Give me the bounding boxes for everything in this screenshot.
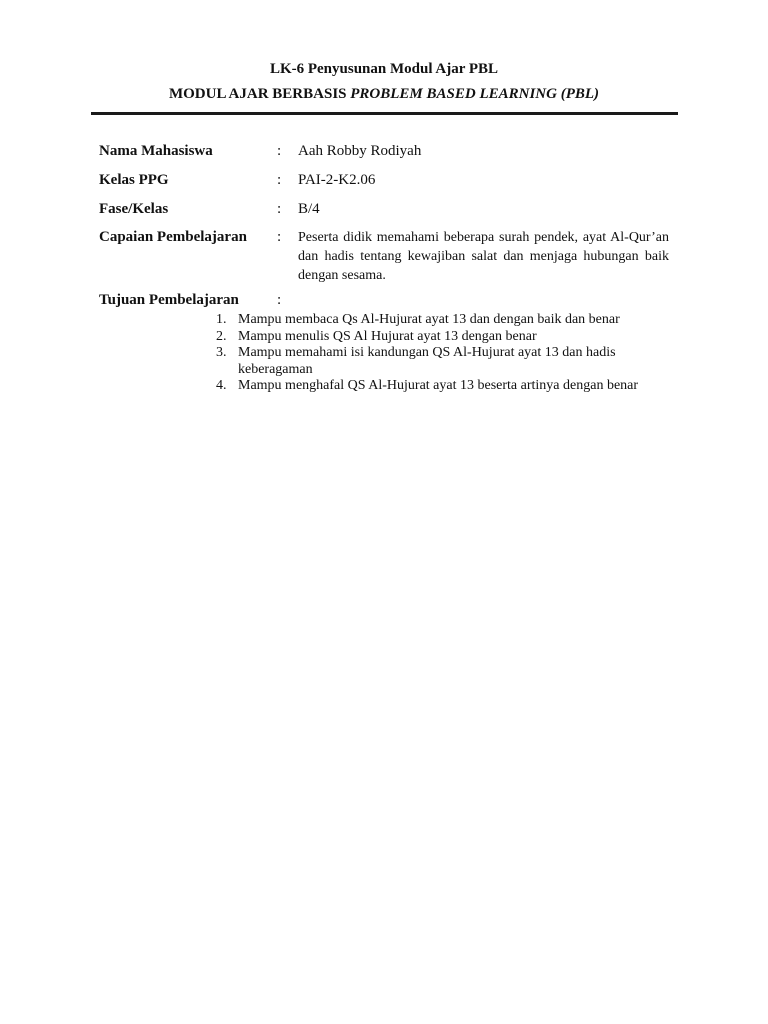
list-item-text: Mampu membaca Qs Al-Hujurat ayat 13 dan dengan baik dan benar xyxy=(238,312,620,327)
field-colon: : xyxy=(277,172,282,188)
list-item-number: 4. xyxy=(216,378,227,393)
list-item-text: Mampu menghafal QS Al-Hujurat ayat 13 beserta artinya dengan benar xyxy=(238,378,639,393)
learning-goals-list xyxy=(216,312,676,395)
subtitle-prefix: MODUL AJAR BERBASIS xyxy=(168,86,347,102)
field-value-fase: B/4 xyxy=(298,201,320,217)
field-label-tujuan: Tujuan Pembelajaran xyxy=(99,292,239,308)
list-item-number: 1. xyxy=(216,312,227,327)
field-colon: : xyxy=(277,292,282,308)
list-item xyxy=(216,378,676,395)
field-value-capaian: Peserta didik memahami beberapa surah pendek, ayat Al-Qur’an dan hadis tentang kewajiban salat dan menjaga hubungan baik dengan sesama. xyxy=(298,230,669,283)
list-item-text: Mampu menulis QS Al Hujurat ayat 13 dengan benar xyxy=(238,328,537,344)
field-label-fase: Fase/Kelas xyxy=(99,201,169,217)
field-label-kelas: Kelas PPG xyxy=(99,172,169,188)
list-item xyxy=(216,329,676,346)
field-colon: : xyxy=(277,201,282,217)
list-item-number: 3. xyxy=(216,345,227,360)
list-item xyxy=(216,345,676,378)
subtitle-italic: PROBLEM BASED LEARNING (PBL) xyxy=(350,86,600,102)
document-subtitle xyxy=(0,85,768,103)
list-item xyxy=(216,312,676,329)
field-colon: : xyxy=(277,229,282,245)
document-title: LK-6 Penyusunan Modul Ajar PBL xyxy=(269,61,499,77)
field-colon: : xyxy=(277,143,282,159)
field-label-nama: Nama Mahasiswa xyxy=(99,143,213,159)
list-item-number: 2. xyxy=(216,328,227,344)
field-label-capaian: Capaian Pembelajaran xyxy=(99,229,247,245)
list-item-text: Mampu memahami isi kandungan QS Al-Hujurat ayat 13 dan hadis keberagaman xyxy=(238,345,616,377)
field-value-kelas: PAI-2-K2.06 xyxy=(298,172,376,188)
field-value-nama: Aah Robby Rodiyah xyxy=(298,143,422,159)
header-divider xyxy=(91,112,678,115)
